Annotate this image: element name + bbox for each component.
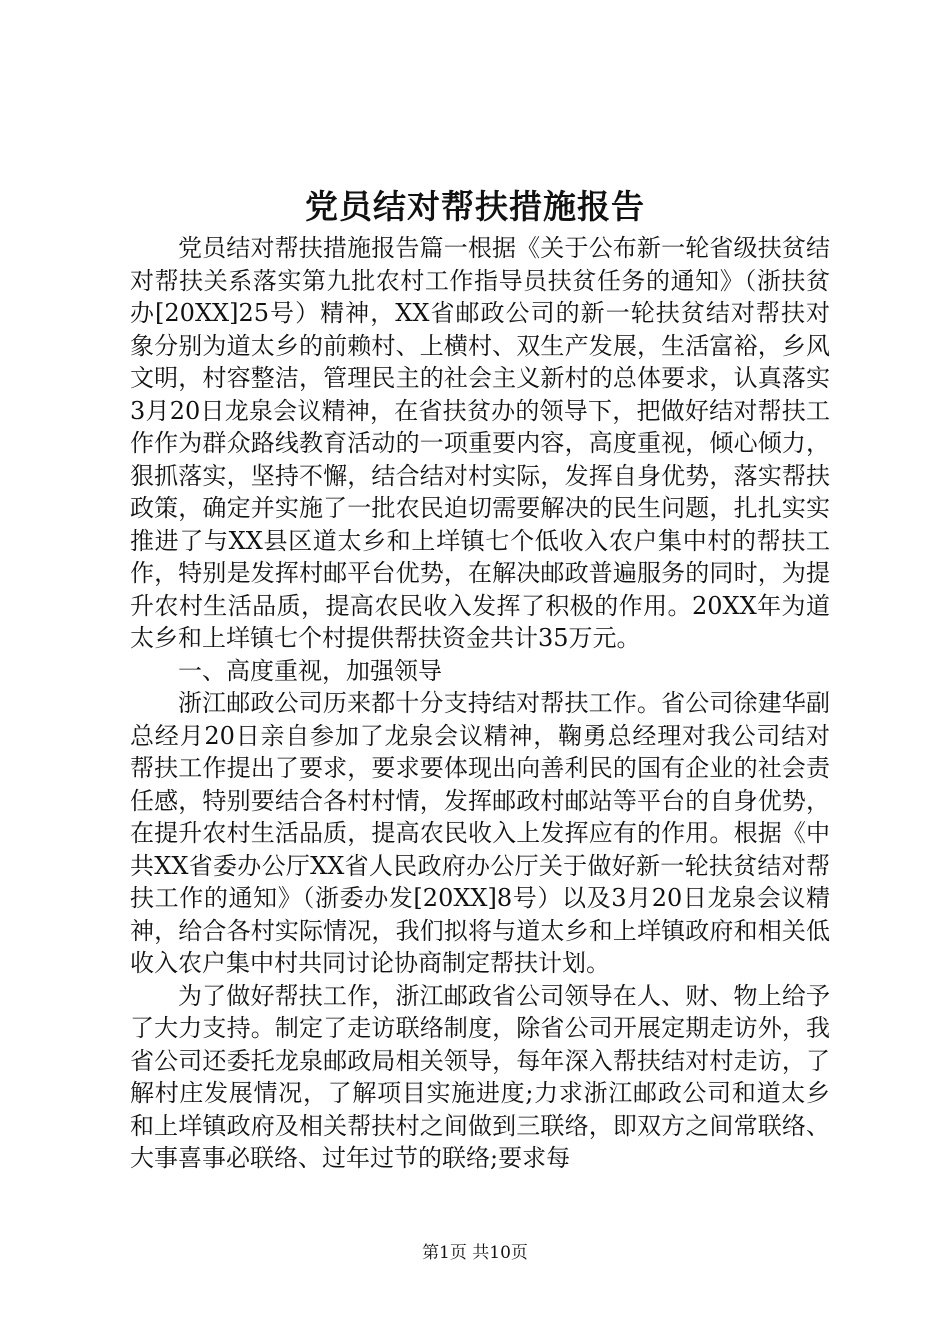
document-title: 党员结对帮扶措施报告 xyxy=(305,187,645,226)
section-heading: 一、高度重视，加强领导 xyxy=(178,656,442,685)
document-body xyxy=(130,232,830,1175)
paragraph-leadership: 浙江邮政公司历来都十分支持结对帮扶工作。省公司徐建华副总经月20日亲自参加了龙泉会议精神，鞠勇总经理对我公司结对帮扶工作提出了要求，要求要体现出向善利民的国有企业的社会责任感，特别要结合各村村情，发挥邮政村邮站等平台的自身优势，在提升农村生活品质，提高农民收入上发挥应有的作用。根据《中共XX省委办公厅XX省人民政府办公厅关于做好新一轮扶贫结对帮扶工作的通知》（浙委办发[20XX]8号）以及3月20日龙泉会议精神，给合各村实际情况，我们拟将与道太乡和上垟镇政府和相关低收入农户集中村共同讨论协商制定帮扶计划。 xyxy=(130,689,830,977)
page-footer: 第1页 共10页 xyxy=(422,1243,528,1263)
paragraph-support: 为了做好帮扶工作，浙江邮政省公司领导在人、财、物上给予了大力支持。制定了走访联络制度，除省公司开展定期走访外，我省公司还委托龙泉邮政局相关领导，每年深入帮扶结对村走访，了解村庄发展情况，了解项目实施进度;力求浙江邮政公司和道太乡和上垟镇政府及相关帮扶村之间做到三联络，即双方之间常联络、大事喜事必联络、过年过节的联络;要求每 xyxy=(130,981,830,1172)
paragraph-intro: 党员结对帮扶措施报告篇一根据《关于公布新一轮省级扶贫结对帮扶关系落实第九批农村工作指导员扶贫任务的通知》（浙扶贫办[20XX]25号）精神，XX省邮政公司的新一轮扶贫结对帮扶对象分别为道太乡的前赖村、上横村、双生产发展，生活富裕，乡风文明，村容整洁，管理民主的社会主义新村的总体要求，认真落实3月20日龙泉会议精神，在省扶贫办的领导下，把做好结对帮扶工作作为群众路线教育活动的一项重要内容，高度重视，倾心倾力，狠抓落实，坚持不懈，结合结对村实际，发挥自身优势，落实帮扶政策，确定并实施了一批农民迫切需要解决的民生问题，扎扎实实推进了与XX县区道太乡和上垟镇七个低收入农户集中村的帮扶工作，特别是发挥村邮平台优势，在解决邮政普遍服务的同时，为提升农村生活品质，提高农民收入发挥了积极的作用。20XX年为道太乡和上垟镇七个村提供帮扶资金共计35万元。 xyxy=(130,234,830,652)
